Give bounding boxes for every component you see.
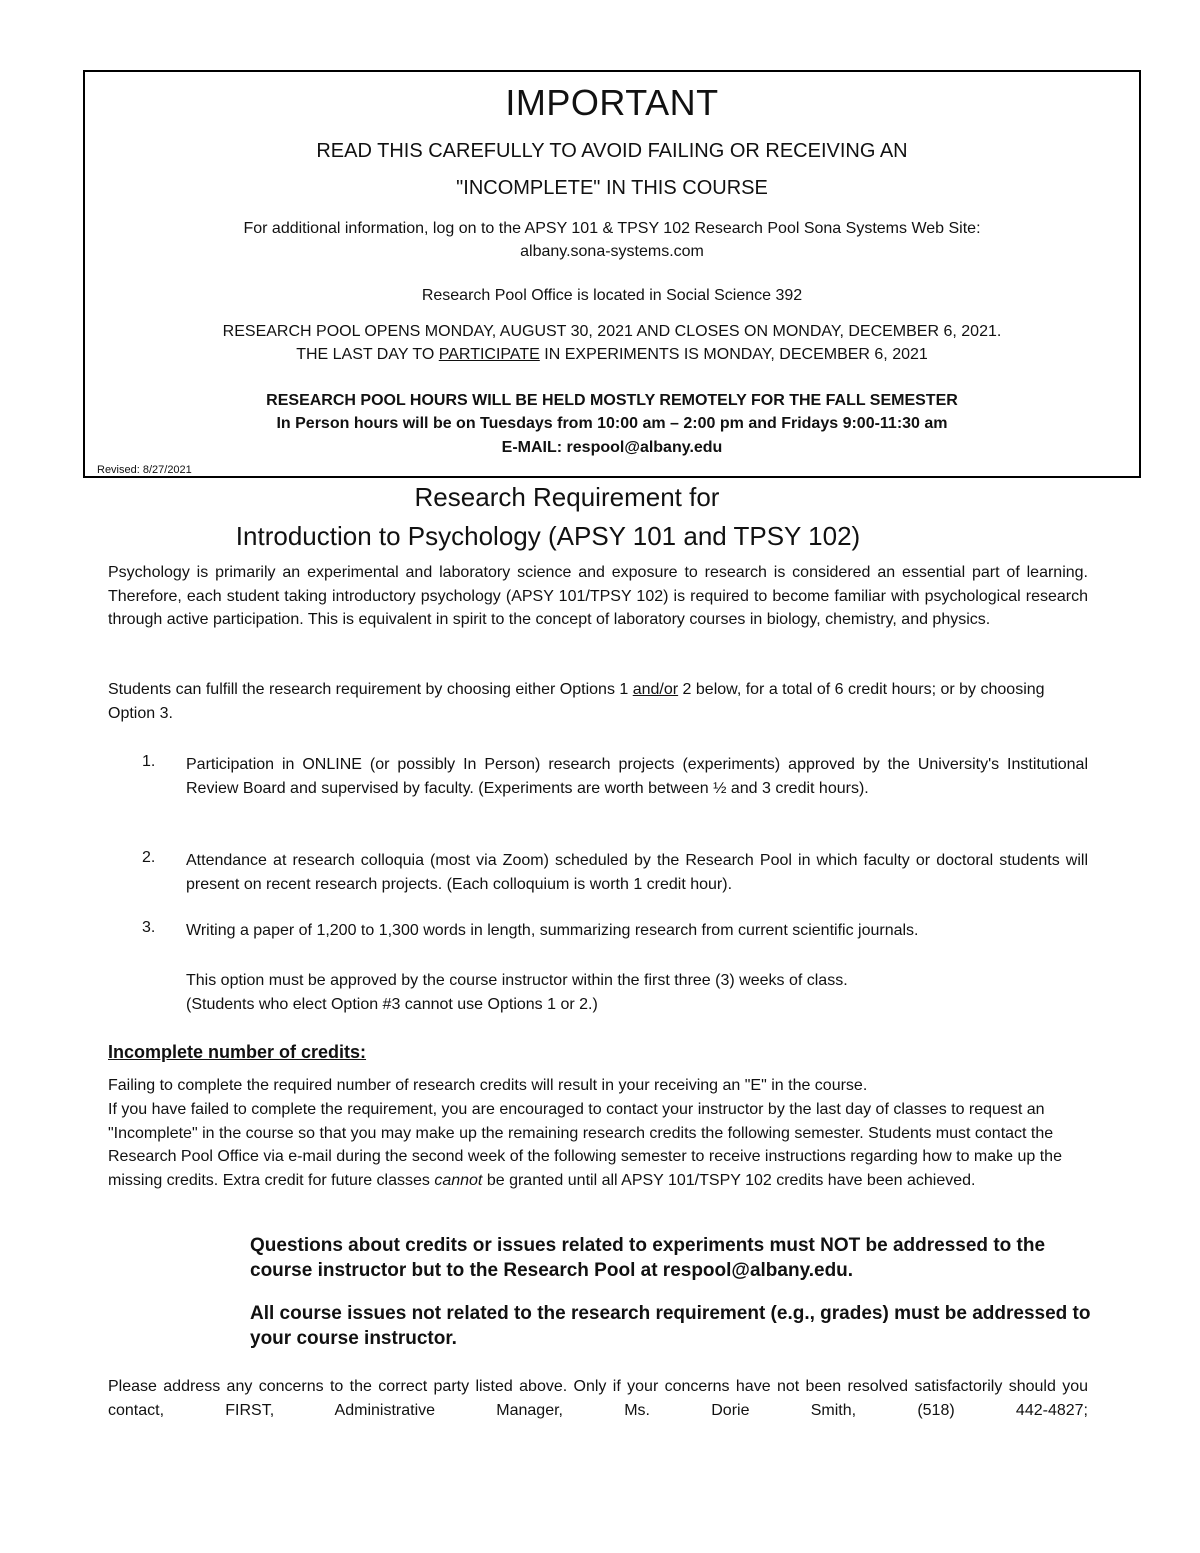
- options-paragraph: [108, 678, 1088, 725]
- intro-paragraph: Psychology is primarily an experimental and laboratory science and exposure to research is considered an essential part of learning. Therefore, each student taking introductory psychology (APSY 101/TPSY 102) is required to become familiar with psychological research through active participation. This is equivalent in spirit to the concept of laboratory courses in biology, chemistry, and physics.: [108, 564, 1088, 628]
- warning-line-1: READ THIS CAREFULLY TO AVOID FAILING OR RECEIVING AN: [316, 140, 908, 162]
- callout-research-pool: Questions about credits or issues related to experiments must NOT be addressed to the course instructor but to the Research Pool at respool@albany.edu.: [250, 1235, 1046, 1281]
- incomplete-body-pre: If you have failed to complete the requirement, you are encouraged to contact your instructor by the last day of classes to request an "Incomplete" in the course so that you may make up the remaining research credits the following semester. Students must contact the Research Pool Office via e-mail during the second week of the following semester to receive instructions regarding how to make up the missing credits. Extra credit for future classes: [108, 1101, 1062, 1189]
- options-post: 2 below, for a total of 6 credit hours; or by choosing Option 3.: [108, 681, 1045, 722]
- document-title-line-2: Introduction to Psychology (APSY 101 and TPSY 102): [235, 521, 861, 551]
- list-item-number: 1.: [142, 753, 156, 770]
- incomplete-heading: Incomplete number of credits:: [108, 1042, 367, 1062]
- list-item-3-note-2: (Students who elect Option #3 cannot use Options 1 or 2.): [186, 996, 598, 1013]
- hours-line-2: In Person hours will be on Tuesdays from 10:00 am – 2:00 pm and Fridays 9:00-11:30 am: [276, 415, 948, 432]
- and-or-emphasis: and/or: [632, 681, 679, 698]
- options-pre: Students can fulfill the research requirement by choosing either Options 1: [108, 681, 633, 698]
- warning-line-2: "INCOMPLETE" IN THIS COURSE: [456, 177, 768, 199]
- revised-date: Revised: 8/27/2021: [97, 464, 192, 476]
- hours-line-1: RESEARCH POOL HOURS WILL BE HELD MOSTLY REMOTELY FOR THE FALL SEMESTER: [266, 392, 958, 409]
- cannot-emphasis: cannot: [434, 1171, 483, 1189]
- callout-course-instructor: All course issues not related to the research requirement (e.g., grades) must be addressed to your course instructor.: [250, 1303, 1091, 1349]
- participate-emphasis: PARTICIPATE: [438, 346, 540, 363]
- list-item-number: 3.: [142, 919, 156, 936]
- list-item-3-note-1: This option must be approved by the course instructor within the first three (3) weeks of class.: [186, 972, 848, 989]
- incomplete-body-post: be granted until all APSY 101/TSPY 102 credits have been achieved.: [482, 1171, 976, 1189]
- document-title-line-1: Research Requirement for: [414, 482, 720, 512]
- list-item-2-text: Attendance at research colloquia (most via Zoom) scheduled by the Research Pool in which faculty or doctoral students will present on recent research projects. (Each colloquium is worth 1 credit hour).: [186, 852, 1088, 893]
- notice-title: IMPORTANT: [505, 82, 719, 123]
- list-item-1-text: Participation in ONLINE (or possibly In Person) research projects (experiments) approved by the University's Institutional Review Board and supervised by faculty. (Experiments are worth between ½ and 3 credit hours).: [186, 756, 1088, 797]
- list-item-number: 2.: [142, 849, 156, 866]
- important-notice-box: [83, 70, 1141, 478]
- dates-line-2-post: IN EXPERIMENTS IS MONDAY, DECEMBER 6, 2021: [539, 346, 928, 363]
- info-line-1: For additional information, log on to the APSY 101 & TPSY 102 Research Pool Sona Systems Web Site:: [243, 220, 981, 237]
- office-location: Research Pool Office is located in Social Science 392: [421, 287, 803, 304]
- dates-line-1: RESEARCH POOL OPENS MONDAY, AUGUST 30, 2021 AND CLOSES ON MONDAY, DECEMBER 6, 2021.: [222, 323, 1002, 340]
- list-item-3-text: Writing a paper of 1,200 to 1,300 words in length, summarizing research from current scientific journals.: [186, 922, 919, 939]
- dates-line-2-pre: THE LAST DAY TO: [296, 346, 439, 363]
- dates-line-2: [85, 346, 1139, 364]
- website-url: albany.sona-systems.com: [520, 243, 704, 260]
- closing-paragraph: Please address any concerns to the correct party listed above. Only if your concerns have not been resolved satisfactorily should you contact, FIRST, Administrative Manager, Ms. Dorie Smith, (518) 442-4827;: [108, 1378, 1088, 1419]
- incomplete-body: [108, 1098, 1088, 1192]
- incomplete-line-1: Failing to complete the required number of research credits will result in your receiving an "E" in the course.: [108, 1077, 868, 1094]
- email-line: E-MAIL: respool@albany.edu: [501, 439, 723, 456]
